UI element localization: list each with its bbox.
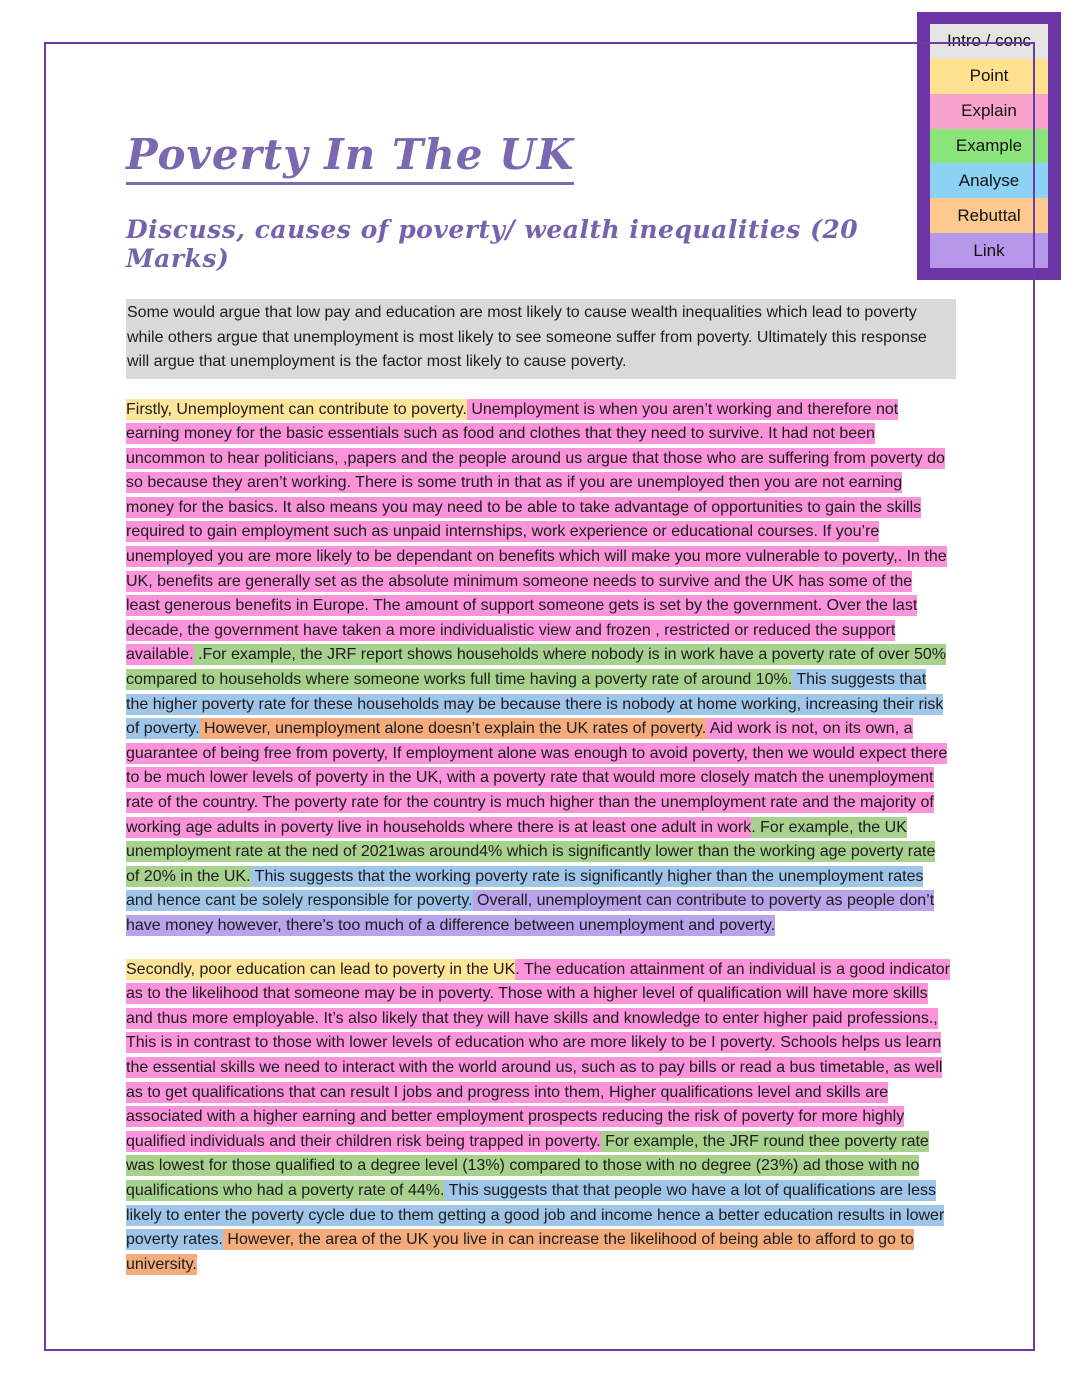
segment-rebuttal: However, the area of the UK you live in can increase the likelihood of being able to afford to go to university. [126, 1231, 914, 1273]
essay-question: Discuss, causes of poverty/ wealth inequalities (20 Marks) [126, 215, 859, 273]
segment-explain: Aid work is not, on its own, a guarantee of being free from poverty, If employment alone was enough to avoid poverty, then we would expect there to be much lower levels of poverty in the UK, with a poverty rate that would more closely match the unemployment rate of the country. The poverty rate for the country is much higher than the unemployment rate and the majority of working age adults in poverty live in households where there is at least one adult in work [126, 720, 948, 836]
segment-rebuttal: However, unemployment alone doesn’t explain the UK rates of poverty. [199, 720, 707, 738]
segment-point: Secondly, poor education can lead to poverty in the UK [126, 960, 516, 978]
legend-item-label: Link [973, 240, 1005, 260]
legend-item-label: Analyse [958, 170, 1020, 190]
legend-item-label: Rebuttal [957, 205, 1021, 225]
page-title [126, 130, 950, 179]
essay-body [126, 398, 950, 1278]
segment-example: . For example, the UK unemployment rate at the ned of 2021was around4% which is significantly lower than the working age poverty rate of 20% in the UK. [126, 818, 936, 885]
segment-example: .For example, the JRF report shows households where nobody is in work have a poverty rate of over 50% compared to households where someone works full time having a poverty rate of around 10%. [126, 646, 946, 689]
legend-item-label: Example [955, 136, 1023, 155]
essay-paragraph [126, 398, 950, 939]
segment-analyse: This suggests that the higher poverty rate for these households may be because there is nobody at home working, increasing their risk of poverty. [126, 671, 944, 738]
legend-item-label: Intro / conc [946, 31, 1032, 51]
segment-explain: Unemployment is when you aren’t working and therefore not earning money for the basic essentials such as food and clothes that they need to survive. It had not been uncommon to hear politicians, ,papers and the people around us argue that those who are suffering from poverty do so because they aren’t working. There is some truth in that as if you are unemployed then you are not earning money for the basics. It also means you may need to be able to take advantage of opportunities to gain the skills required to gain employment such as unpaid internships, work experience or educational courses. If you’re unemployed you are more likely to be dependant on benefits which will make you more vulnerable to poverty,. In the UK, benefits are generally set as the absolute minimum someone needs to survive and the UK has some of the least generous benefits in Europe. The amount of support someone gets is set by the government. Over the last decade, the government have taken a more individualistic view and frozen , restricted or reduced the support available. [126, 400, 947, 664]
segment-example: For example, the JRF round thee poverty rate was lowest for those qualified to a degree level (13%) compared to those with no degree (23%) ad those with no qualifications who had a poverty rate of 44%. [126, 1132, 929, 1199]
legend-item-label: Point [969, 66, 1009, 86]
segment-point: Firstly, Unemployment can contribute to poverty. [126, 400, 467, 418]
segment-analyse: This suggests that that people wo have a lot of qualifications are less likely to enter the poverty cycle due to them getting a good job and income hence a better education results in lower poverty rates. [126, 1181, 945, 1249]
intro-paragraph: Some would argue that low pay and education are most likely to cause wealth inequalities which lead to poverty while others argue that unemployment is most likely to see someone suffer from poverty. Ultimately this response will argue that unemployment is the factor most likely to cause poverty. [126, 299, 956, 379]
page-title-text: Poverty In The UK [126, 130, 574, 185]
essay-paragraph [126, 958, 950, 1278]
segment-explain: . The education attainment of an individual is a good indicator as to the likelihood that someone may be in poverty. Those with a higher level of qualification will have more skills and thus more employable. It’s also likely that they will have skills and knowledge to enter higher paid professions., This is in contrast to those with lower levels of education who are more likely to be I poverty. Schools helps us learn the essential skills we need to interact with the world around us, such as to pay bills or read a bus timetable, as well as to get qualifications that can result I jobs and progress into them, Higher qualifications level and skills are associated with a higher earning and better employment prospects reducing the risk of poverty for more highly qualified individuals and their children risk being trapped in poverty. [126, 960, 950, 1150]
legend-item-label: Explain [961, 101, 1017, 121]
document-page [126, 0, 950, 1277]
segment-analyse: This suggests that the working poverty rate is significantly higher than the unemployment rates and hence cant be solely responsible for poverty. [126, 867, 924, 910]
segment-link: Overall, unemployment can contribute to poverty as people don’t have money however, there's too much of a difference between unemployment and poverty. [126, 892, 935, 934]
